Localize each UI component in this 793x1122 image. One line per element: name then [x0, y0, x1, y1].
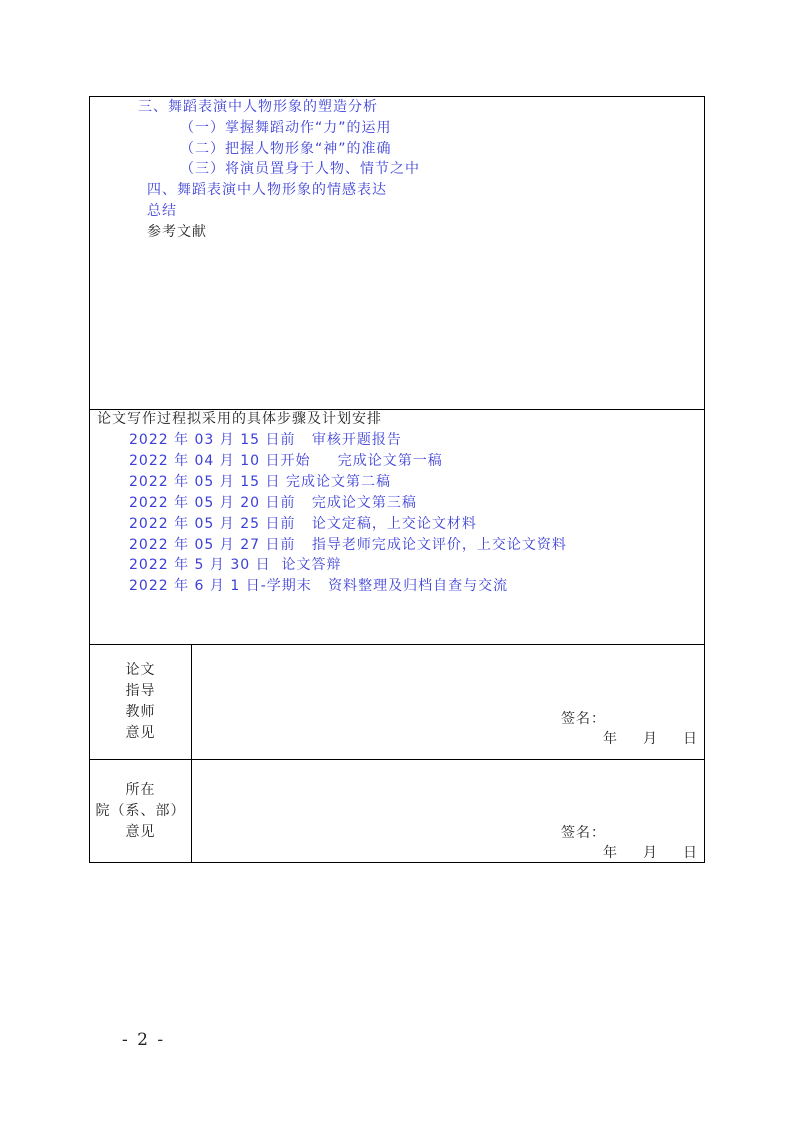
label-column-divider: [191, 644, 192, 863]
advisor-label-line: 论文: [125, 662, 156, 678]
plan-step: 2022 年 04 月 10 日开始 完成论文第一稿: [129, 453, 443, 469]
table-right-border: [704, 96, 705, 863]
department-date-month: 月: [643, 845, 658, 861]
plan-step: 2022 年 05 月 20 日前 完成论文第三稿: [129, 495, 417, 511]
outline-section-3: 三、舞蹈表演中人物形象的塑造分析: [138, 99, 378, 115]
outline-section-4: 四、舞蹈表演中人物形象的情感表达: [147, 182, 387, 198]
outline-sub-3: （三）将演员置身于人物、情节之中: [180, 161, 420, 177]
plan-step: 2022 年 05 月 15 日 完成论文第二稿: [129, 474, 391, 490]
outline-references: 参考文献: [147, 224, 207, 240]
department-date-year: 年: [603, 845, 618, 861]
plan-step: 2022 年 03 月 15 日前 审核开题报告: [129, 432, 402, 448]
advisor-label-line: 指导: [125, 683, 156, 699]
advisor-date-month: 月: [643, 731, 658, 747]
plan-step: 2022 年 6 月 1 日-学期末 资料整理及归档自查与交流: [129, 578, 509, 594]
department-label-line: 所在: [125, 782, 156, 798]
department-label: [90, 780, 191, 843]
outline-sub-1: （一）掌握舞蹈动作“力”的运用: [180, 120, 392, 136]
advisor-label-line: 意见: [125, 725, 156, 741]
advisor-label-line: 教师: [125, 704, 156, 720]
department-date-day: 日: [683, 845, 698, 861]
advisor-label: [90, 660, 191, 744]
plan-step: 2022 年 05 月 25 日前 论文定稿，上交论文材料: [129, 516, 477, 532]
plan-heading: 论文写作过程拟采用的具体步骤及计划安排: [97, 411, 382, 427]
row-divider-3: [89, 759, 705, 760]
advisor-date-day: 日: [683, 731, 698, 747]
department-label-line: 意见: [125, 824, 156, 840]
department-label-line: 院（系、部）: [95, 803, 186, 819]
table-left-border: [89, 96, 90, 863]
outline-sub-2: （二）把握人物形象“神”的准确: [180, 141, 392, 157]
department-signature-label: 签名：: [561, 825, 606, 841]
page-number: - 2 -: [122, 1030, 166, 1050]
outline-summary: 总结: [147, 203, 177, 219]
advisor-date-year: 年: [603, 731, 618, 747]
row-divider-2: [89, 644, 705, 645]
advisor-signature-label: 签名：: [561, 711, 606, 727]
plan-step: 2022 年 05 月 27 日前 指导老师完成论文评价，上交论文资料: [129, 537, 567, 553]
plan-step: 2022 年 5 月 30 日 论文答辩: [129, 557, 342, 573]
